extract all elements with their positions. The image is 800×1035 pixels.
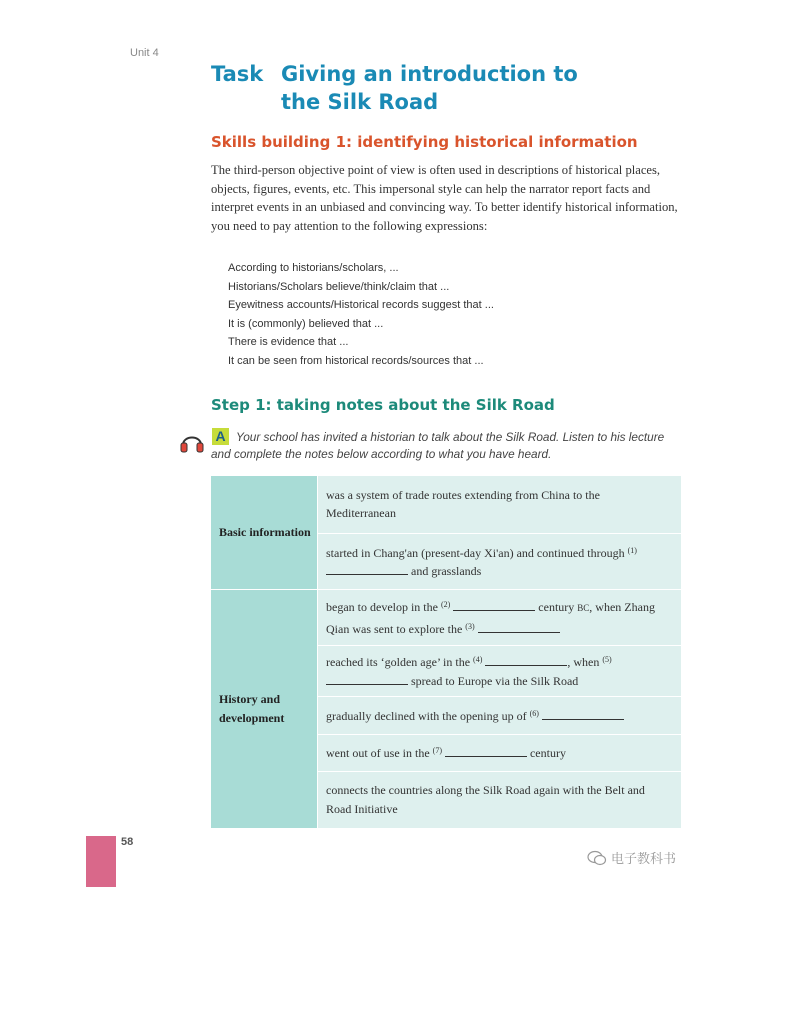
- table-cell: gradually declined with the opening up of $^{(6)}$: [318, 696, 682, 734]
- title-line-1: Giving an introduction to: [281, 62, 578, 86]
- activity-badge: A: [212, 428, 229, 445]
- table-row: [211, 589, 681, 645]
- category-basic: Basic information: [211, 476, 318, 589]
- expression-item: According to historians/scholars, ...: [228, 262, 399, 274]
- page-tab: [86, 836, 116, 887]
- wechat-icon: [587, 850, 607, 866]
- page-number: 58: [121, 836, 134, 848]
- answer-blank-2[interactable]: [453, 599, 535, 611]
- task-label: Task: [211, 62, 264, 86]
- table-cell: connects the countries along the Silk Road again with the Belt and Road Initiative: [318, 771, 682, 828]
- page-title: [211, 60, 578, 116]
- listening-instruction: Your school has invited a historian to talk about the Silk Road. Listen to his lecture and complete the notes below according to what you have heard.: [211, 430, 665, 461]
- answer-blank-5[interactable]: [326, 673, 408, 685]
- title-line-2: the Silk Road: [281, 90, 439, 114]
- intro-paragraph: The third-person objective point of view is often used in descriptions of historical places, objects, figures, events, etc. This impersonal style can help the narrator report facts and interpret events in an unbiased and convincing way. To better identify historical information, you need to pay attention to the following expressions:: [211, 163, 678, 233]
- expression-item: It is (commonly) believed that ...: [228, 317, 384, 330]
- headphones-icon: [178, 427, 206, 455]
- table-cell: was a system of trade routes extending from China to the Mediterranean: [318, 476, 682, 533]
- watermark-text: 电子教科书: [611, 852, 677, 867]
- table-cell: began to develop in the $^{(2)}$ century BC, when Zhang Qian was sent to explore the $^{(3)}$: [318, 589, 682, 645]
- expression-item: It can be seen from historical records/sources that ...: [228, 354, 484, 367]
- answer-blank-3[interactable]: [478, 621, 560, 633]
- table-cell: reached its ‘golden age’ in the $^{(4)}$ , when $^{(5)}$ spread to Europe via the Silk Road: [318, 645, 682, 696]
- expression-item: Historians/Scholars believe/think/claim that ...: [228, 280, 450, 293]
- skills-heading: Skills building 1: identifying historical information: [211, 133, 638, 151]
- answer-blank-1[interactable]: [326, 563, 408, 575]
- answer-blank-4[interactable]: [485, 654, 567, 666]
- answer-blank-7[interactable]: [445, 745, 527, 757]
- watermark: [587, 848, 676, 867]
- step-heading: Step 1: taking notes about the Silk Road: [211, 396, 555, 414]
- notes-table: [211, 476, 681, 829]
- expression-item: Eyewitness accounts/Historical records suggest that ...: [228, 299, 494, 311]
- answer-blank-6[interactable]: [542, 708, 624, 720]
- expression-list: [228, 259, 494, 370]
- category-history: History and development: [211, 589, 318, 828]
- table-row: [211, 476, 681, 533]
- unit-label: Unit 4: [130, 47, 159, 59]
- expression-item: There is evidence that ...: [228, 336, 349, 348]
- table-cell: went out of use in the $^{(7)}$ century: [318, 734, 682, 771]
- table-cell: started in Chang'an (present-day Xi'an) and continued through $^{(1)}$ and grasslands: [318, 533, 682, 589]
